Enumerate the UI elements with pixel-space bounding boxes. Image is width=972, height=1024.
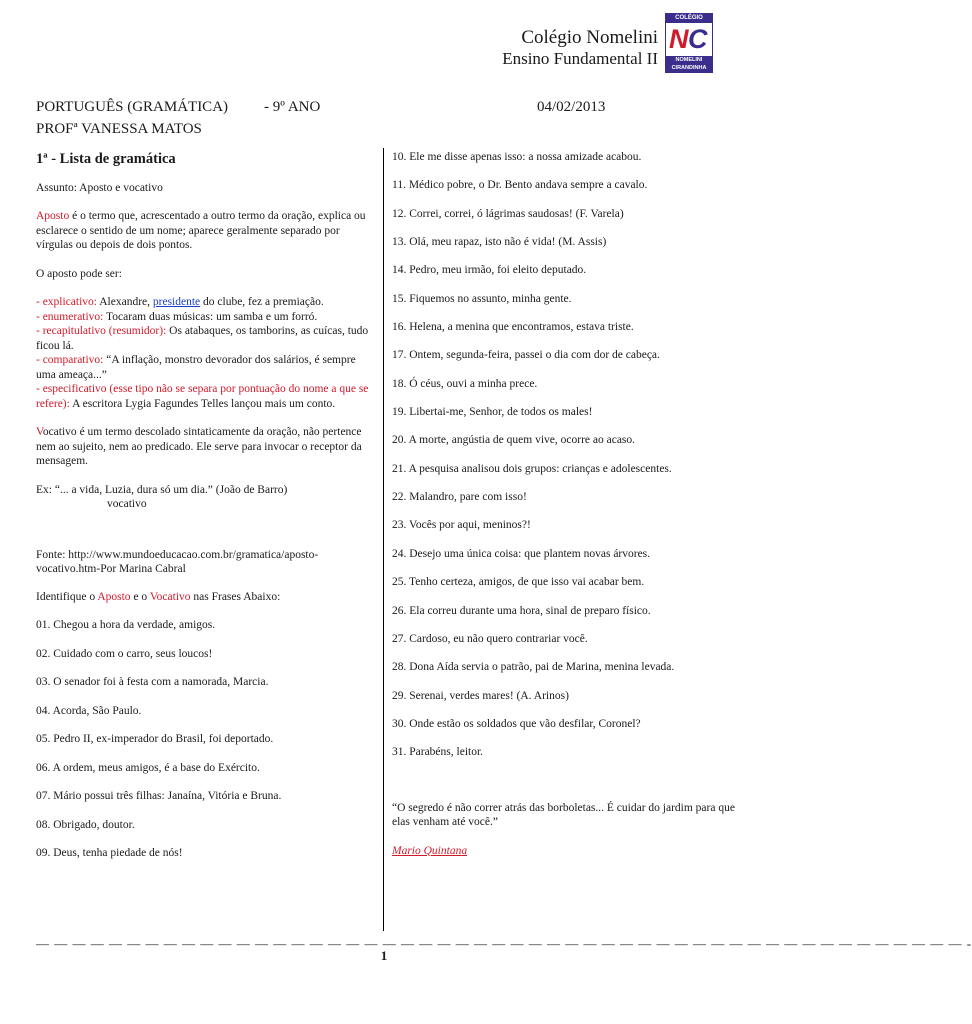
school-name: Colégio Nomelini	[521, 27, 658, 48]
grade-label: - 9º ANO	[264, 99, 321, 115]
school-logo	[665, 13, 713, 73]
exercise-item: 15. Fiquemos no assunto, minha gente.	[392, 292, 572, 305]
type-recapitulativo	[36, 324, 376, 353]
type-text: Os atabaques, os tamborins, as cuícas, tudo ficou lá.	[36, 325, 369, 352]
exercise-item: 28. Dona Aída servia o patrão, pai de Marina, menina levada.	[392, 661, 675, 674]
exercise-item: 14. Pedro, meu irmão, foi eleito deputado.	[392, 264, 587, 277]
subject-label: PORTUGUÊS (GRAMÁTICA)	[36, 99, 229, 115]
type-explicativo	[36, 295, 376, 310]
exercise-item: 11. Médico pobre, o Dr. Bento andava sempre a cavalo.	[392, 179, 648, 192]
vocativo-definition	[36, 425, 376, 469]
exercise-item: 19. Libertai-me, Senhor, de todos os males!	[392, 406, 593, 419]
vocativo-first-letter: V	[36, 426, 43, 438]
exercise-item: 06. A ordem, meus amigos, é a base do Exército.	[36, 761, 260, 774]
exercise-item: 27. Cardoso, eu não quero contrariar você.	[392, 632, 588, 645]
example-line: Ex: “... a vida, Luzia, dura só um dia.” (João de Barro)	[36, 483, 288, 496]
logo-bottom-line1: NOMELINI	[675, 57, 703, 63]
exercise-item: 07. Mário possui três filhas: Janaína, Vitória e Bruna.	[36, 790, 282, 802]
type-label: - recapitulativo (resumidor):	[36, 325, 167, 337]
type-text: do clube, fez a premiação.	[200, 296, 324, 308]
type-label: - enumerativo:	[36, 310, 104, 323]
exercise-list-right	[392, 150, 742, 774]
aposto-definition-text: é o termo que, acrescentado a outro termo da oração, explica ou esclarece o sentido de um nome; aparece geralmente separado por vírgulas ou depois de dois pontos.	[36, 210, 366, 251]
instruction-aposto: Aposto	[97, 590, 131, 603]
type-enumerativo	[36, 310, 376, 325]
instruction-text: Identifique o	[36, 590, 98, 603]
types-intro: O aposto pode ser:	[36, 267, 122, 280]
quote-text: “O segredo é não correr atrás das borboletas... É cuidar do jardim para que elas venham até você.”	[392, 801, 735, 829]
logo-bottom-line2: CIRANDINHA	[671, 65, 707, 71]
exercise-item: 17. Ontem, segunda-feira, passei o dia com dor de cabeça.	[392, 349, 660, 362]
teacher-label: PROFª VANESSA MATOS	[36, 121, 202, 137]
subject-line: Assunto: Aposto e vocativo	[36, 181, 163, 194]
aposto-term: Aposto	[36, 210, 70, 222]
exercise-list-left	[36, 618, 376, 875]
instruction-text: e o	[130, 590, 150, 603]
exercise-item: 23. Vocês por aqui, meninos?!	[392, 519, 531, 532]
type-label: - explicativo:	[36, 296, 97, 308]
exercise-item: 31. Parabéns, leitor.	[392, 746, 484, 759]
exercise-item: 05. Pedro II, ex-imperador do Brasil, foi deportado.	[36, 733, 274, 745]
type-especificativo	[36, 382, 376, 411]
school-level: Ensino Fundamental II	[502, 49, 658, 68]
instruction-line	[36, 590, 376, 605]
exercise-item: 01. Chegou a hora da verdade, amigos.	[36, 619, 216, 631]
exercise-item: 13. Olá, meu rapaz, isto não é vida! (M. Assis)	[392, 236, 607, 249]
page-number: 1	[380, 948, 388, 963]
logo-letter-n: N	[669, 24, 689, 54]
exercise-item: 03. O senador foi à festa com a namorada, Marcia.	[36, 676, 269, 688]
type-text: Tocaram duas músicas: um samba e um forró.	[103, 310, 318, 323]
footer-dashes: — — — — — — — — — — — — — — — — — — — — — — — — — — — — — — — — — — — — — — — — — — — — — — — — — — — -	[36, 936, 972, 951]
exercise-item: 24. Desejo uma única coisa: que plantem novas árvores.	[392, 547, 651, 560]
exercise-item: 12. Correi, correi, ó lágrimas saudosas! (F. Varela)	[392, 207, 624, 220]
quote-author: Mario Quintana	[392, 844, 468, 857]
source-line: Fonte: http://www.mundoeducacao.com.br/gramatica/aposto-vocativo.htm-Por Marina Cabral	[36, 548, 319, 575]
exercise-item: 16. Helena, a menina que encontramos, estava triste.	[392, 321, 634, 334]
exercise-item: 21. A pesquisa analisou dois grupos: crianças e adolescentes.	[392, 462, 672, 475]
exercise-item: 04. Acorda, São Paulo.	[36, 704, 142, 717]
logo-bottom-text	[666, 56, 712, 72]
logo-top-text: COLÉGIO	[666, 14, 712, 23]
exercise-item: 02. Cuidado com o carro, seus loucos!	[36, 647, 213, 660]
logo-letter-c: C	[688, 24, 708, 54]
exercise-item: 10. Ele me disse apenas isso: a nossa amizade acabou.	[392, 151, 642, 163]
column-divider	[383, 148, 384, 931]
exercise-item: 25. Tenho certeza, amigos, de que isso vai acabar bem.	[392, 576, 645, 589]
exercise-item: 20. A morte, angústia de quem vive, ocorre ao acaso.	[392, 434, 636, 447]
left-column	[36, 150, 376, 875]
type-text: Alexandre,	[97, 296, 153, 308]
aposto-definition	[36, 209, 376, 253]
exercise-item: 22. Malandro, pare com isso!	[392, 491, 527, 504]
list-title: 1ª - Lista de gramática	[36, 151, 176, 167]
exercise-item: 30. Onde estão os soldados que vão desfilar, Coronel?	[392, 717, 641, 730]
date-label: 04/02/2013	[537, 99, 606, 115]
instruction-vocativo: Vocativo	[149, 590, 191, 603]
exercise-item: 29. Serenai, verdes mares! (A. Arinos)	[392, 689, 569, 702]
type-label: - comparativo:	[36, 354, 104, 366]
vocativo-term-rest: ocativo	[42, 426, 77, 438]
exercise-item: 08. Obrigado, doutor.	[36, 818, 135, 831]
type-text: A escritora Lygia Fagundes Telles lançou mais um conto.	[69, 397, 336, 410]
right-column	[392, 150, 742, 858]
presidente-link[interactable]: presidente	[152, 296, 201, 308]
type-comparativo	[36, 353, 376, 382]
instruction-text: nas Frases Abaixo:	[190, 590, 281, 603]
exercise-item: 18. Ó céus, ouvi a minha prece.	[392, 377, 538, 390]
exercise-item: 09. Deus, tenha piedade de nós!	[36, 847, 183, 859]
vocativo-definition-text: é um termo descolado sintaticamente da oração, não pertence nem ao sujeito, nem ao predicado. Ele serve para invocar o receptor da mensagem.	[36, 426, 362, 467]
type-label: - especificativo (esse tipo não se separa por pontuação do nome a que se refere):	[36, 383, 369, 410]
exercise-item: 26. Ela correu durante uma hora, sinal de preparo físico.	[392, 604, 651, 617]
example-note: vocativo	[107, 498, 147, 510]
type-text: “A inflação, monstro devorador dos salários, é sempre uma ameaça...”	[36, 354, 356, 381]
